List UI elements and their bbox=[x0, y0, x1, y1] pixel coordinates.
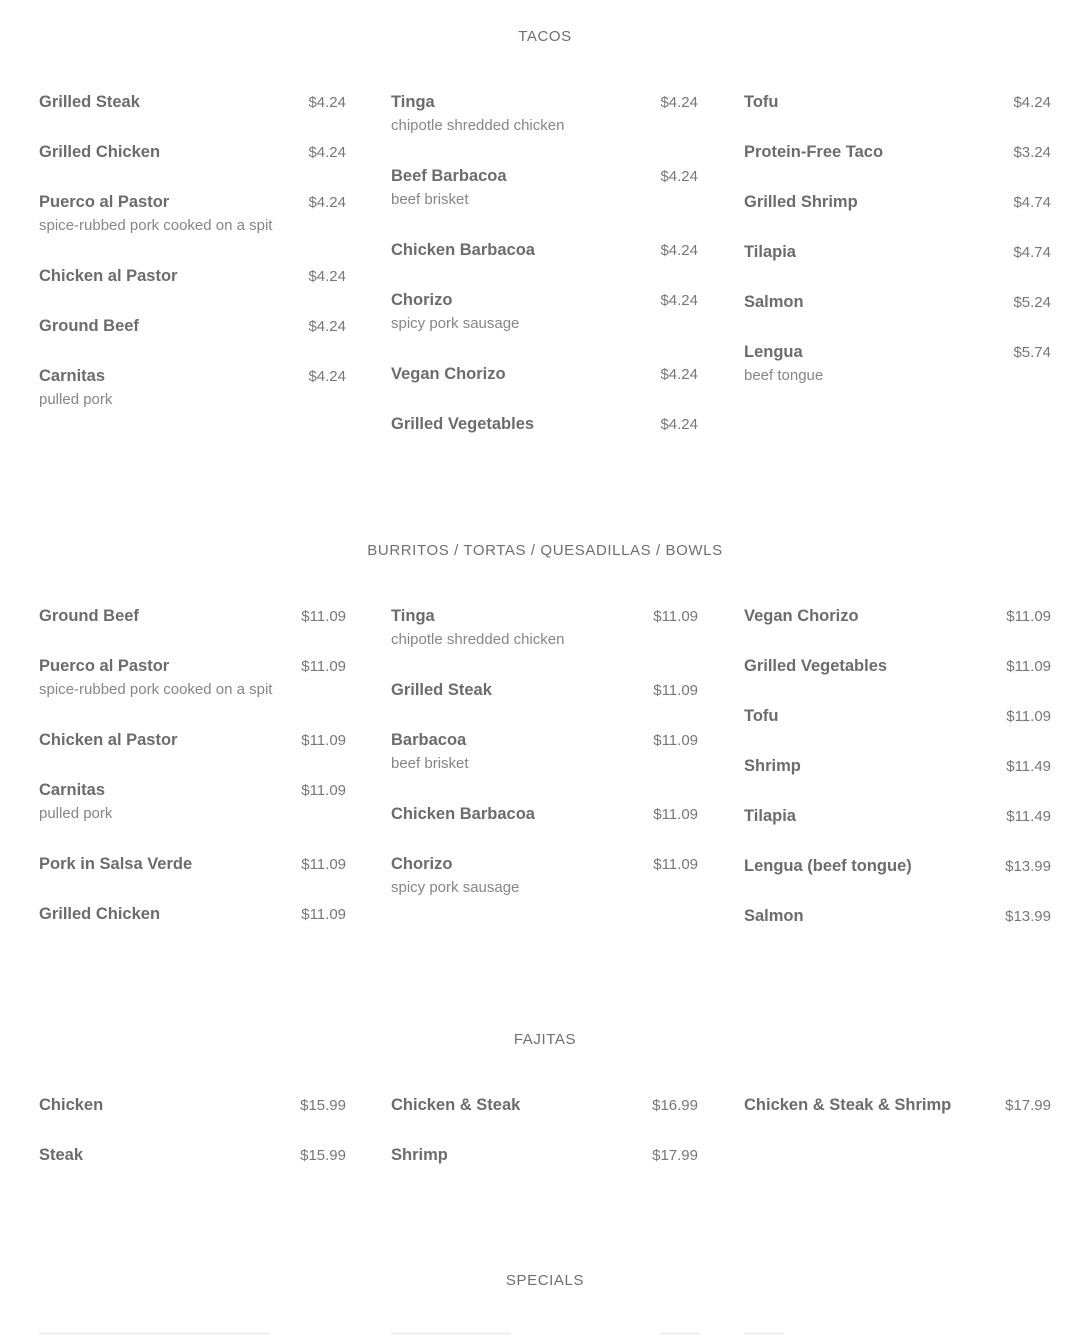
menu-item bbox=[391, 607, 698, 648]
menu-item-name: Puerco al Pastor bbox=[39, 657, 170, 675]
menu-item-name: Puerco al Pastor bbox=[39, 193, 170, 211]
menu-item-description: pulled pork bbox=[39, 805, 113, 822]
menu-item-description: spice-rubbed pork cooked on a spit bbox=[39, 681, 273, 698]
menu-item-name: Chicken al Pastor bbox=[39, 731, 178, 749]
menu-item-name: Carnitas bbox=[39, 781, 106, 799]
menu-item bbox=[39, 317, 346, 337]
menu-item-name: Grilled Chicken bbox=[39, 905, 161, 923]
section-title: FAJITAS bbox=[513, 1031, 577, 1048]
menu-item bbox=[39, 1096, 346, 1116]
menu-item-price: $4.24 bbox=[660, 292, 698, 309]
menu-item-name: Salmon bbox=[744, 293, 804, 311]
menu-item bbox=[744, 807, 1051, 827]
menu-item-price: $4.74 bbox=[1013, 244, 1051, 261]
menu-item-price: $5.74 bbox=[1013, 344, 1051, 361]
menu-item bbox=[744, 857, 1051, 877]
menu-item-price: $4.24 bbox=[660, 242, 698, 259]
menu-item bbox=[744, 293, 1051, 313]
menu-item-price: $11.09 bbox=[301, 906, 346, 923]
section-title: TACOS bbox=[518, 28, 572, 45]
menu-item-name: Tinga bbox=[391, 607, 435, 625]
menu-item-price: $11.49 bbox=[1006, 808, 1051, 825]
menu-item bbox=[391, 1096, 698, 1116]
menu-item-name: Shrimp bbox=[391, 1146, 448, 1164]
menu-item-price: $11.09 bbox=[653, 856, 698, 873]
menu-item-price: $4.24 bbox=[308, 144, 346, 161]
menu-item-price: $11.09 bbox=[653, 608, 698, 625]
menu-item-description: spicy pork sausage bbox=[391, 315, 520, 332]
menu-item-name: Grilled Chicken bbox=[39, 143, 161, 161]
menu-item-price: $15.99 bbox=[300, 1147, 346, 1164]
menu-item-name: Chorizo bbox=[391, 855, 453, 873]
menu-item-price: $11.09 bbox=[653, 806, 698, 823]
menu-item bbox=[744, 1096, 1051, 1116]
menu-item-description: beef brisket bbox=[391, 191, 469, 208]
menu-item bbox=[391, 291, 698, 332]
menu-item bbox=[39, 93, 346, 113]
section-title: BURRITOS / TORTAS / QUESADILLAS / BOWLS bbox=[367, 542, 723, 559]
menu-item-name: Tilapia bbox=[744, 807, 796, 825]
menu-item-price: $13.99 bbox=[1005, 908, 1051, 925]
menu-item-price: $11.09 bbox=[653, 682, 698, 699]
menu-item-price: $11.09 bbox=[1006, 608, 1051, 625]
specials-item-fragment bbox=[39, 1332, 269, 1335]
menu-item-description: chipotle shredded chicken bbox=[391, 631, 565, 648]
menu-item-name: Protein-Free Taco bbox=[744, 143, 884, 161]
menu-item bbox=[391, 805, 698, 825]
menu-item-name: Beef Barbacoa bbox=[391, 167, 507, 185]
menu-item-price: $11.09 bbox=[1006, 708, 1051, 725]
menu-item-price: $11.09 bbox=[653, 732, 698, 749]
menu-item-name: Grilled Shrimp bbox=[744, 193, 858, 211]
menu-item bbox=[391, 1146, 698, 1166]
menu-item-price: $17.99 bbox=[1005, 1097, 1051, 1114]
menu-item bbox=[39, 657, 346, 698]
menu-item bbox=[391, 241, 698, 261]
menu-item bbox=[744, 143, 1051, 163]
menu-item bbox=[39, 143, 346, 163]
menu-item bbox=[744, 93, 1051, 113]
menu-item-price: $13.99 bbox=[1005, 858, 1051, 875]
menu-item-name: Pork in Salsa Verde bbox=[39, 855, 193, 873]
menu-item bbox=[744, 757, 1051, 777]
menu-item bbox=[391, 855, 698, 896]
menu-item bbox=[391, 365, 698, 385]
menu-item-name: Tilapia bbox=[744, 243, 796, 261]
menu-item bbox=[744, 907, 1051, 927]
menu-item-description: pulled pork bbox=[39, 391, 113, 408]
menu-item-price: $4.24 bbox=[308, 368, 346, 385]
menu-item-name: Chorizo bbox=[391, 291, 453, 309]
menu-item-price: $4.24 bbox=[660, 366, 698, 383]
menu-item-name: Lengua bbox=[744, 343, 803, 361]
menu-item bbox=[744, 657, 1051, 677]
menu-item-name: Steak bbox=[39, 1146, 84, 1164]
menu-item-name: Salmon bbox=[744, 907, 804, 925]
menu-item bbox=[39, 367, 346, 408]
menu-item bbox=[39, 855, 346, 875]
menu-item-description: beef brisket bbox=[391, 755, 469, 772]
menu-item-price: $16.99 bbox=[652, 1097, 698, 1114]
menu-item-price: $11.09 bbox=[301, 782, 346, 799]
menu-item bbox=[391, 731, 698, 772]
menu-item-price: $11.09 bbox=[301, 608, 346, 625]
menu-item-name: Ground Beef bbox=[39, 317, 139, 335]
menu-item-name: Ground Beef bbox=[39, 607, 139, 625]
menu-item-price: $4.24 bbox=[660, 416, 698, 433]
menu-item bbox=[39, 781, 346, 822]
menu-item-name: Chicken bbox=[39, 1096, 104, 1114]
menu-item bbox=[744, 243, 1051, 263]
menu-item bbox=[39, 193, 346, 234]
menu-item bbox=[39, 267, 346, 287]
menu-item-description: spicy pork sausage bbox=[391, 879, 520, 896]
menu-item-price: $4.24 bbox=[308, 94, 346, 111]
menu-item-name: Lengua (beef tongue) bbox=[744, 857, 912, 875]
menu-item-name: Grilled Steak bbox=[391, 681, 492, 699]
menu-item-name: Barbacoa bbox=[391, 731, 467, 749]
menu-item bbox=[39, 731, 346, 751]
menu-item-name: Chicken & Steak bbox=[391, 1096, 521, 1114]
menu-item-price: $11.09 bbox=[301, 856, 346, 873]
menu-item bbox=[391, 415, 698, 435]
menu-item bbox=[744, 193, 1051, 213]
menu-item-name: Chicken Barbacoa bbox=[391, 805, 535, 823]
specials-item-fragment bbox=[744, 1332, 784, 1335]
menu-item bbox=[39, 1146, 346, 1166]
menu-item-price: $11.09 bbox=[301, 658, 346, 675]
menu-item-description: chipotle shredded chicken bbox=[391, 117, 565, 134]
menu-item bbox=[39, 905, 346, 925]
specials-price-fragment bbox=[660, 1332, 700, 1335]
menu-item-price: $4.24 bbox=[1013, 94, 1051, 111]
menu-item-name: Chicken & Steak & Shrimp bbox=[744, 1096, 952, 1114]
menu-item-name: Tinga bbox=[391, 93, 435, 111]
menu-item-price: $11.49 bbox=[1006, 758, 1051, 775]
menu-item-price: $5.24 bbox=[1013, 294, 1051, 311]
menu-item bbox=[391, 167, 698, 208]
menu-item-price: $4.24 bbox=[308, 268, 346, 285]
menu-item-name: Grilled Vegetables bbox=[744, 657, 888, 675]
menu-item-name: Carnitas bbox=[39, 367, 106, 385]
menu-item-price: $11.09 bbox=[1006, 658, 1051, 675]
menu-item-price: $11.09 bbox=[301, 732, 346, 749]
menu-item-price: $4.24 bbox=[308, 318, 346, 335]
menu-item-name: Grilled Vegetables bbox=[391, 415, 535, 433]
menu-item-name: Vegan Chorizo bbox=[391, 365, 506, 383]
menu-item-name: Vegan Chorizo bbox=[744, 607, 859, 625]
menu-item bbox=[39, 607, 346, 627]
menu-item-price: $4.24 bbox=[308, 194, 346, 211]
menu-item-price: $15.99 bbox=[300, 1097, 346, 1114]
menu-item-price: $17.99 bbox=[652, 1147, 698, 1164]
menu-item bbox=[744, 707, 1051, 727]
menu-item-name: Chicken Barbacoa bbox=[391, 241, 535, 259]
menu-item-price: $4.74 bbox=[1013, 194, 1051, 211]
cut-off-specials-row bbox=[0, 1328, 1090, 1337]
menu-item-description: spice-rubbed pork cooked on a spit bbox=[39, 217, 273, 234]
menu-item bbox=[391, 93, 698, 134]
menu-item-name: Shrimp bbox=[744, 757, 801, 775]
section-title: SPECIALS bbox=[505, 1272, 585, 1289]
menu-item-price: $3.24 bbox=[1013, 144, 1051, 161]
menu-item-description: beef tongue bbox=[744, 367, 824, 384]
menu-item-name: Grilled Steak bbox=[39, 93, 140, 111]
menu-item-price: $4.24 bbox=[660, 168, 698, 185]
menu-item-name: Tofu bbox=[744, 93, 779, 111]
specials-item-fragment bbox=[391, 1332, 511, 1335]
menu-item-name: Tofu bbox=[744, 707, 779, 725]
menu-item bbox=[391, 681, 698, 701]
menu-item-price: $4.24 bbox=[660, 94, 698, 111]
menu-item bbox=[744, 607, 1051, 627]
menu-item-name: Chicken al Pastor bbox=[39, 267, 178, 285]
menu-item bbox=[744, 343, 1051, 384]
